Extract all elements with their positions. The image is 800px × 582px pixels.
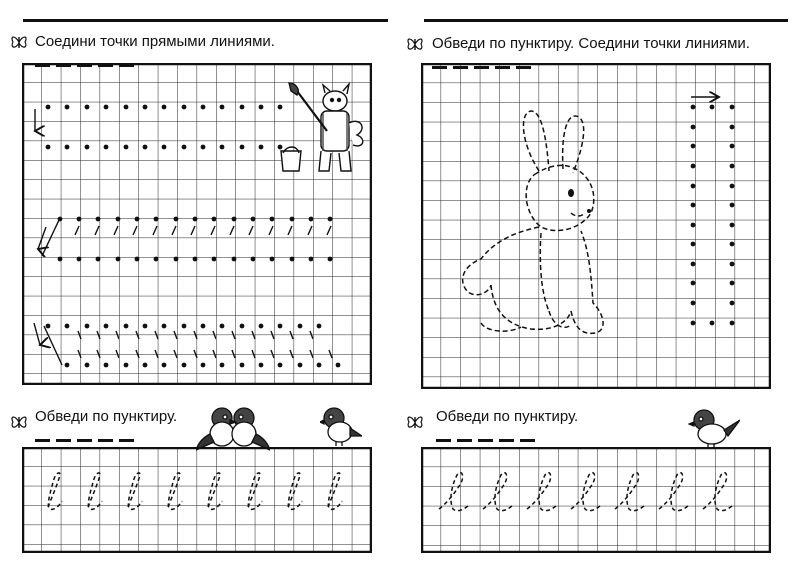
top-rule-right bbox=[424, 19, 788, 22]
butterfly-icon bbox=[10, 413, 28, 431]
task1-grid bbox=[22, 63, 372, 385]
task3-strip bbox=[22, 447, 372, 553]
task4-strip bbox=[421, 447, 771, 553]
task2-grid bbox=[421, 63, 771, 389]
task1-underline bbox=[35, 54, 140, 57]
task1-title: Соедини точки прямыми линиями. bbox=[35, 33, 275, 50]
task2-underline bbox=[432, 56, 537, 59]
task2-title: Обведи по пунктиру. Соедини точки линиями. bbox=[432, 35, 750, 52]
butterfly-icon bbox=[10, 33, 28, 51]
bird-icon bbox=[688, 408, 740, 448]
task3-underline bbox=[35, 429, 140, 432]
task4-title: Обведи по пунктиру. bbox=[436, 408, 579, 425]
task4-underline bbox=[436, 429, 541, 432]
top-rule-left bbox=[23, 19, 388, 22]
butterfly-icon bbox=[406, 413, 424, 431]
butterfly-icon bbox=[406, 35, 424, 53]
bird-icon bbox=[196, 404, 270, 452]
bird-icon bbox=[320, 406, 362, 446]
task3-title: Обведи по пунктиру. bbox=[35, 408, 178, 425]
